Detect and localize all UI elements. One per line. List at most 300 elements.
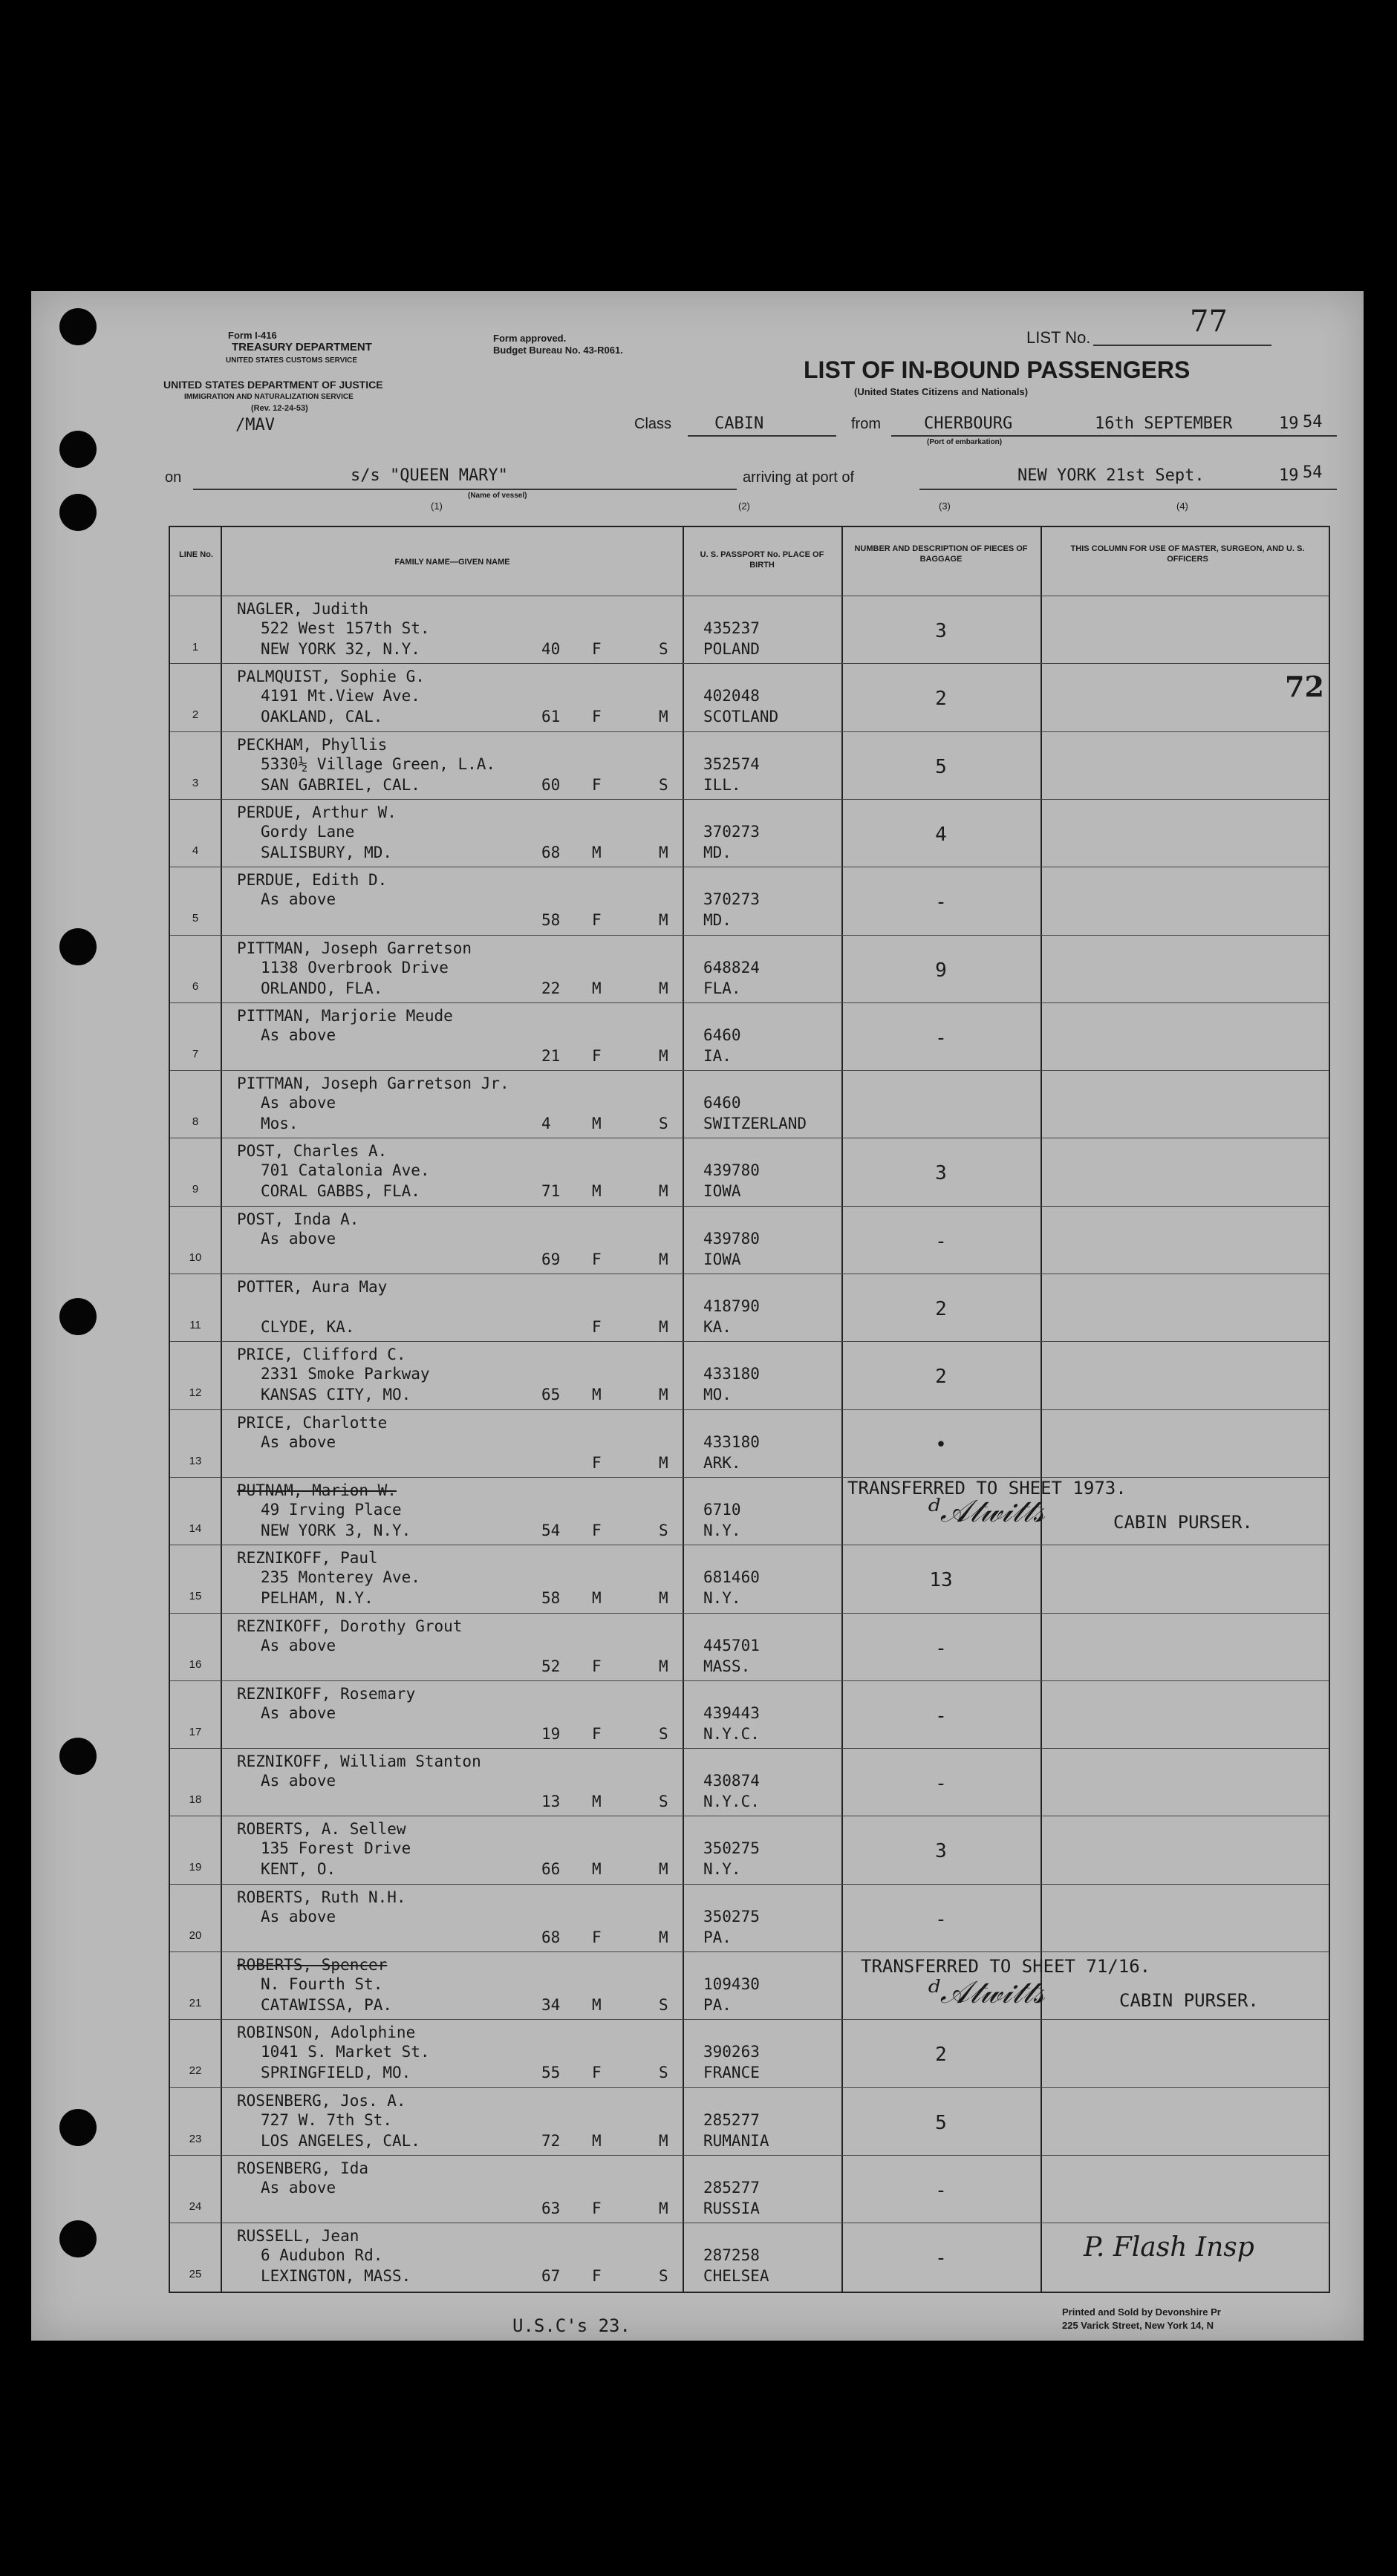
baggage-count: 2 — [935, 1366, 947, 1389]
embark-date: 16th SEPTEMBER — [1095, 414, 1233, 433]
passport-number: 681460 — [703, 1568, 760, 1587]
customs-service: UNITED STATES CUSTOMS SERVICE — [226, 356, 358, 365]
table-row — [170, 1206, 1329, 1274]
punch-hole — [59, 2220, 97, 2257]
purser-signature-1: ᵈ𝒜𝓉𝓌𝒾𝓉𝓉𝓈 — [928, 1493, 1045, 1529]
marital-status: S — [659, 1996, 668, 2014]
table-row — [170, 1816, 1329, 1884]
punch-hole — [59, 431, 97, 468]
address-line-1: N. Fourth St. — [261, 1975, 383, 1993]
line-number: 6 — [192, 979, 199, 993]
sex: M — [592, 979, 602, 997]
table-row — [170, 2087, 1329, 2156]
table-row — [170, 1341, 1329, 1409]
arriving-label: arriving at port of — [743, 469, 855, 486]
class-value: CABIN — [714, 414, 764, 433]
place-of-birth: CHELSEA — [703, 2267, 769, 2286]
line-number: 2 — [192, 708, 199, 722]
baggage-count: 13 — [929, 1569, 953, 1592]
line-number: 7 — [192, 1047, 199, 1060]
passenger-name: ROBERTS, A. Sellew — [237, 1820, 406, 1839]
sex: M — [592, 2131, 602, 2150]
address-line-2: OAKLAND, CAL. — [261, 708, 383, 726]
passport-number: 435237 — [703, 619, 760, 637]
table-row — [170, 1138, 1329, 1206]
form-subtitle: (United States Citizens and Nationals) — [854, 386, 1029, 397]
address-line-1: 522 West 157th St. — [261, 619, 430, 637]
line-number: 19 — [189, 1861, 202, 1874]
budget-bureau: Budget Bureau No. 43-R061. — [493, 345, 623, 356]
marital-status: M — [659, 1928, 668, 1946]
address-line-2: CATAWISSA, PA. — [261, 1996, 393, 2014]
table-row — [170, 1070, 1329, 1138]
passport-number: 287258 — [703, 2246, 760, 2265]
line-number: 17 — [189, 1725, 202, 1738]
baggage-count: - — [935, 2179, 947, 2202]
line-number: 23 — [189, 2132, 202, 2145]
table-row — [170, 1409, 1329, 1478]
col-header-name: FAMILY NAME—GIVEN NAME — [394, 558, 510, 567]
passenger-name: PRICE, Clifford C. — [237, 1346, 406, 1364]
sex: F — [592, 1521, 602, 1539]
punch-hole — [59, 2109, 97, 2146]
age: 52 — [541, 1657, 561, 1675]
age: 58 — [541, 911, 561, 930]
marital-status: M — [659, 843, 668, 861]
table-row — [170, 1545, 1329, 1613]
age: 71 — [541, 1182, 561, 1201]
address-line-1: As above — [261, 1025, 336, 1044]
place-of-birth: SCOTLAND — [703, 708, 779, 726]
purser-signature-2: ᵈ𝒜𝓉𝓌𝒾𝓉𝓉𝓈 — [928, 1974, 1045, 2010]
sex: F — [592, 2064, 602, 2082]
line-number: 5 — [192, 912, 199, 925]
place-of-birth: IOWA — [703, 1250, 741, 1268]
address-line-2: NEW YORK 3, N.Y. — [261, 1521, 411, 1539]
passport-number: 285277 — [703, 2110, 760, 2129]
col-header-line: LINE No. — [179, 550, 213, 559]
passport-number: 390263 — [703, 2043, 760, 2061]
punch-hole — [59, 494, 97, 531]
baggage-count: 2 — [935, 1298, 947, 1320]
table-row — [170, 935, 1329, 1003]
address-line-1: As above — [261, 1772, 336, 1790]
address-line-2: CLYDE, KA. — [261, 1318, 355, 1336]
passport-number: 418790 — [703, 1297, 760, 1315]
line-number: 14 — [189, 1522, 202, 1535]
place-of-birth: RUSSIA — [703, 2199, 760, 2217]
place-of-birth: PA. — [703, 1996, 732, 2014]
marital-status: S — [659, 1521, 668, 1539]
passenger-name: ROBERTS, Spencer — [237, 1956, 388, 1974]
purser-title-2: CABIN PURSER. — [1119, 1990, 1259, 2011]
ins-service: IMMIGRATION AND NATURALIZATION SERVICE — [184, 393, 354, 401]
printer-line-2: 225 Varick Street, New York 14, N — [1062, 2320, 1214, 2331]
passenger-name: PITTMAN, Joseph Garretson — [237, 939, 472, 957]
address-line-1: As above — [261, 1229, 336, 1248]
marital-status: M — [659, 1589, 668, 1608]
passport-number: 433180 — [703, 1365, 760, 1383]
baggage-count: 5 — [935, 755, 947, 778]
address-line-1: 4191 Mt.View Ave. — [261, 687, 420, 705]
passenger-name: PERDUE, Arthur W. — [237, 803, 397, 821]
address-line-1: 2331 Smoke Parkway — [261, 1365, 430, 1383]
marital-status: S — [659, 2267, 668, 2286]
address-line-2: ORLANDO, FLA. — [261, 979, 383, 997]
sex: F — [592, 911, 602, 930]
place-of-birth: ILL. — [703, 775, 741, 794]
address-line-1: As above — [261, 1094, 336, 1112]
line-number: 21 — [189, 1997, 202, 2009]
address-line-1: 235 Monterey Ave. — [261, 1568, 420, 1587]
col-header-use: THIS COLUMN FOR USE OF MASTER, SURGEON, AND U. S. OFFICERS — [1070, 544, 1305, 564]
purser-title-1: CABIN PURSER. — [1113, 1512, 1253, 1533]
age: 55 — [541, 2064, 561, 2082]
passenger-name: PALMQUIST, Sophie G. — [237, 668, 425, 686]
place-of-birth: N.Y.C. — [703, 1793, 760, 1811]
passport-number: 648824 — [703, 958, 760, 976]
passenger-name: POST, Charles A. — [237, 1142, 388, 1161]
age: 40 — [541, 640, 561, 658]
passport-number: 439443 — [703, 1703, 760, 1722]
side-note: 72 — [1285, 670, 1324, 703]
passenger-name: PUTNAM, Marion W. — [237, 1481, 397, 1499]
passenger-name: PITTMAN, Marjorie Meude — [237, 1006, 453, 1025]
marital-status: M — [659, 2131, 668, 2150]
reference-code: /MAV — [235, 416, 275, 434]
place-of-birth: MD. — [703, 911, 732, 930]
vessel-sub: (Name of vessel) — [468, 492, 527, 500]
address-line-2: KENT, O. — [261, 1860, 336, 1879]
baggage-count: - — [935, 1773, 947, 1796]
marital-status: S — [659, 1793, 668, 1811]
baggage-count: - — [935, 891, 947, 914]
marital-status: M — [659, 911, 668, 930]
baggage-count: - — [935, 1908, 947, 1931]
embark-year: 54 — [1303, 413, 1323, 431]
line-number: 9 — [192, 1183, 199, 1196]
table-row — [170, 2155, 1329, 2223]
baggage-count: • — [935, 1433, 947, 1456]
address-line-1: As above — [261, 890, 336, 909]
line-number: 25 — [189, 2268, 202, 2281]
arrival-year: 54 — [1303, 463, 1323, 482]
passport-number: 402048 — [703, 687, 760, 705]
passenger-name: ROBERTS, Ruth N.H. — [237, 1888, 406, 1906]
passenger-name: RUSSELL, Jean — [237, 2227, 359, 2246]
address-line-1: As above — [261, 2178, 336, 2197]
embark-port: CHERBOURG — [924, 414, 1013, 433]
col-num-3: (3) — [939, 500, 951, 512]
place-of-birth: N.Y. — [703, 1589, 741, 1608]
table-row — [170, 799, 1329, 867]
place-of-birth: N.Y. — [703, 1521, 741, 1539]
age: 34 — [541, 1996, 561, 2014]
passport-number: 352574 — [703, 754, 760, 773]
passenger-name: PRICE, Charlotte — [237, 1413, 388, 1432]
place-of-birth: MO. — [703, 1386, 732, 1404]
sex: F — [592, 775, 602, 794]
address-line-2: KANSAS CITY, MO. — [261, 1386, 411, 1404]
passport-number: 433180 — [703, 1432, 760, 1451]
line-number: 15 — [189, 1590, 202, 1603]
passenger-name: POST, Inda A. — [237, 1210, 359, 1228]
form-title: LIST OF IN-BOUND PASSENGERS — [804, 356, 1191, 383]
punch-hole — [59, 1738, 97, 1775]
address-line-1: 701 Catalonia Ave. — [261, 1161, 430, 1180]
marital-status: M — [659, 708, 668, 726]
on-label: on — [165, 469, 182, 486]
passenger-name: REZNIKOFF, Rosemary — [237, 1684, 416, 1703]
inspector-signature: P. Flash Insp — [1084, 2232, 1254, 2263]
passport-number: 350275 — [703, 1839, 760, 1858]
punch-hole — [59, 308, 97, 345]
sex: F — [592, 1250, 602, 1268]
col-num-1: (1) — [431, 500, 443, 512]
marital-status: M — [659, 1046, 668, 1065]
marital-status: S — [659, 640, 668, 658]
sex: M — [592, 1793, 602, 1811]
marital-status: S — [659, 775, 668, 794]
baggage-count: 5 — [935, 2111, 947, 2134]
embark-sub: (Port of embarkation) — [927, 438, 1003, 446]
line-number: 1 — [192, 641, 199, 653]
passenger-name: ROSENBERG, Jos. A. — [237, 2091, 406, 2110]
passport-number: 6460 — [703, 1094, 741, 1112]
place-of-birth: FRANCE — [703, 2064, 760, 2082]
address-line-2: NEW YORK 32, N.Y. — [261, 640, 420, 658]
line-number: 22 — [189, 2064, 202, 2078]
address-line-1: As above — [261, 1907, 336, 1926]
age: 21 — [541, 1046, 561, 1065]
passenger-table — [169, 526, 1330, 2293]
table-row — [170, 867, 1329, 935]
arrival-port: NEW YORK 21st Sept. — [1017, 466, 1205, 485]
address-line-2: SALISBURY, MD. — [261, 843, 393, 861]
col-num-4: (4) — [1176, 500, 1188, 512]
sex: M — [592, 1386, 602, 1404]
passenger-name: ROBINSON, Adolphine — [237, 2024, 416, 2042]
place-of-birth: SWITZERLAND — [703, 1115, 807, 1133]
sex: F — [592, 2267, 602, 2286]
passport-number: 109430 — [703, 1975, 760, 1993]
sex: F — [592, 708, 602, 726]
place-of-birth: IOWA — [703, 1182, 741, 1201]
place-of-birth: MD. — [703, 843, 732, 861]
address-line-2: CORAL GABBS, FLA. — [261, 1182, 420, 1201]
table-row — [170, 1274, 1329, 1342]
printer-line-1: Printed and Sold by Devonshire Pr — [1062, 2306, 1221, 2318]
address-line-2: SPRINGFIELD, MO. — [261, 2064, 411, 2082]
sex: M — [592, 1589, 602, 1608]
place-of-birth: N.Y.C. — [703, 1724, 760, 1743]
address-line-2: PELHAM, N.Y. — [261, 1589, 374, 1608]
col-num-2: (2) — [738, 500, 750, 512]
marital-status: S — [659, 1115, 668, 1133]
passenger-name: REZNIKOFF, William Stanton — [237, 1752, 481, 1771]
line-number: 11 — [189, 1319, 201, 1331]
line-number: 3 — [192, 776, 199, 789]
address-line-1: 135 Forest Drive — [261, 1839, 411, 1858]
age: 63 — [541, 2199, 561, 2217]
baggage-count: - — [935, 1637, 947, 1660]
age: 58 — [541, 1589, 561, 1608]
sex: F — [592, 1453, 602, 1472]
age: 61 — [541, 708, 561, 726]
line-number: 10 — [189, 1250, 202, 1264]
passenger-name: REZNIKOFF, Paul — [237, 1549, 378, 1568]
sex: M — [592, 1115, 602, 1133]
marital-status: M — [659, 1318, 668, 1336]
arrival-year-label: 19 — [1279, 466, 1299, 485]
citizen-total: U.S.C's 23. — [512, 2315, 631, 2336]
address-line-1: 49 Irving Place — [261, 1500, 402, 1519]
age: 66 — [541, 1860, 561, 1879]
passenger-name: PECKHAM, Phyllis — [237, 735, 388, 754]
transfer-note-2: TRANSFERRED TO SHEET 71/16. — [861, 1956, 1151, 1977]
baggage-count: 3 — [935, 620, 947, 642]
list-number: 77 — [1190, 304, 1228, 339]
marital-status: M — [659, 1657, 668, 1675]
sex: M — [592, 1182, 602, 1201]
sex: M — [592, 1996, 602, 2014]
address-line-2: LOS ANGELES, CAL. — [261, 2131, 420, 2150]
table-row — [170, 1748, 1329, 1816]
age: 22 — [541, 979, 561, 997]
passport-number: 445701 — [703, 1636, 760, 1654]
marital-status: M — [659, 1386, 668, 1404]
punch-hole — [59, 1298, 97, 1335]
baggage-count: - — [935, 1230, 947, 1253]
treasury-dept: TREASURY DEPARTMENT — [232, 341, 372, 353]
punch-hole — [59, 928, 97, 965]
class-label: Class — [634, 416, 672, 432]
age: 60 — [541, 775, 561, 794]
form-approved: Form approved. — [493, 333, 567, 344]
marital-status: M — [659, 2199, 668, 2217]
place-of-birth: POLAND — [703, 640, 760, 658]
marital-status: M — [659, 1250, 668, 1268]
vessel-name: s/s "QUEEN MARY" — [351, 466, 508, 485]
address-line-1: As above — [261, 1636, 336, 1654]
sex: F — [592, 1724, 602, 1743]
place-of-birth: N.Y. — [703, 1860, 741, 1879]
sex: F — [592, 640, 602, 658]
sex: M — [592, 1860, 602, 1879]
line-number: 24 — [189, 2200, 202, 2213]
revision: (Rev. 12-24-53) — [251, 404, 308, 413]
line-number: 8 — [192, 1115, 199, 1129]
baggage-count: - — [935, 2247, 947, 2270]
marital-status: M — [659, 1860, 668, 1879]
table-row — [170, 1680, 1329, 1749]
table-row — [170, 731, 1329, 800]
address-line-2: SAN GABRIEL, CAL. — [261, 775, 420, 794]
table-row — [170, 2019, 1329, 2087]
marital-status: M — [659, 1453, 668, 1472]
line-number: 20 — [189, 1928, 202, 1942]
table-row — [170, 1002, 1329, 1071]
age: 54 — [541, 1521, 561, 1539]
marital-status: S — [659, 2064, 668, 2082]
age: 67 — [541, 2267, 561, 2286]
address-line-1: 5330½ Village Green, L.A. — [261, 754, 496, 773]
passenger-name: PITTMAN, Joseph Garretson Jr. — [237, 1075, 509, 1093]
sex: F — [592, 1928, 602, 1946]
marital-status: S — [659, 1724, 668, 1743]
line-number: 16 — [189, 1657, 202, 1671]
passport-number: 350275 — [703, 1907, 760, 1926]
passport-number: 285277 — [703, 2178, 760, 2197]
age: 72 — [541, 2131, 561, 2150]
passenger-name: REZNIKOFF, Dorothy Grout — [237, 1617, 463, 1635]
place-of-birth: FLA. — [703, 979, 741, 997]
place-of-birth: MASS. — [703, 1657, 751, 1675]
age: 13 — [541, 1793, 561, 1811]
marital-status: M — [659, 1182, 668, 1201]
passport-number: 439780 — [703, 1229, 760, 1248]
address-line-1: 727 W. 7th St. — [261, 2110, 393, 2129]
baggage-count: 2 — [935, 688, 947, 711]
table-row — [170, 663, 1329, 731]
line-number: 18 — [189, 1793, 202, 1807]
passport-number: 6710 — [703, 1500, 741, 1519]
col-header-passport: U. S. PASSPORT No. PLACE OF BIRTH — [700, 550, 824, 570]
address-line-1: 1138 Overbrook Drive — [261, 958, 449, 976]
marital-status: M — [659, 979, 668, 997]
table-row — [170, 596, 1329, 664]
baggage-count: 4 — [935, 823, 947, 846]
sex: F — [592, 1046, 602, 1065]
passenger-name: PERDUE, Edith D. — [237, 871, 388, 890]
line-number: 4 — [192, 844, 199, 857]
place-of-birth: KA. — [703, 1318, 732, 1336]
baggage-count: - — [935, 1704, 947, 1727]
embark-year-label: 19 — [1279, 414, 1299, 433]
address-line-1: As above — [261, 1432, 336, 1451]
place-of-birth: PA. — [703, 1928, 732, 1946]
place-of-birth: RUMANIA — [703, 2131, 769, 2150]
passenger-name: POTTER, Aura May — [237, 1278, 388, 1296]
passport-number: 370273 — [703, 890, 760, 909]
passport-number: 430874 — [703, 1772, 760, 1790]
age: 4 — [541, 1115, 551, 1133]
passenger-name: NAGLER, Judith — [237, 600, 369, 618]
justice-dept: UNITED STATES DEPARTMENT OF JUSTICE — [163, 379, 383, 391]
baggage-count: 2 — [935, 2044, 947, 2067]
form-number: Form I-416 — [228, 330, 277, 341]
table-row — [170, 1613, 1329, 1681]
baggage-count: - — [935, 1026, 947, 1049]
age: 68 — [541, 843, 561, 861]
col-header-baggage: NUMBER AND DESCRIPTION OF PIECES OF BAGGAGE — [854, 544, 1028, 564]
line-number: 13 — [189, 1454, 202, 1467]
sex: M — [592, 843, 602, 861]
passenger-name: ROSENBERG, Ida — [237, 2159, 369, 2177]
address-line-1: 1041 S. Market St. — [261, 2043, 430, 2061]
transfer-note-1: TRANSFERRED TO SHEET 1973. — [847, 1478, 1127, 1499]
sex: F — [592, 2199, 602, 2217]
passport-number: 6460 — [703, 1025, 741, 1044]
sex: F — [592, 1318, 602, 1336]
address-line-2: LEXINGTON, MASS. — [261, 2267, 411, 2286]
address-line-1: Gordy Lane — [261, 822, 355, 841]
age: 68 — [541, 1928, 561, 1946]
place-of-birth: ARK. — [703, 1453, 741, 1472]
address-line-2: Mos. — [261, 1115, 299, 1133]
address-line-1: 6 Audubon Rd. — [261, 2246, 383, 2265]
baggage-count: 3 — [935, 1840, 947, 1863]
